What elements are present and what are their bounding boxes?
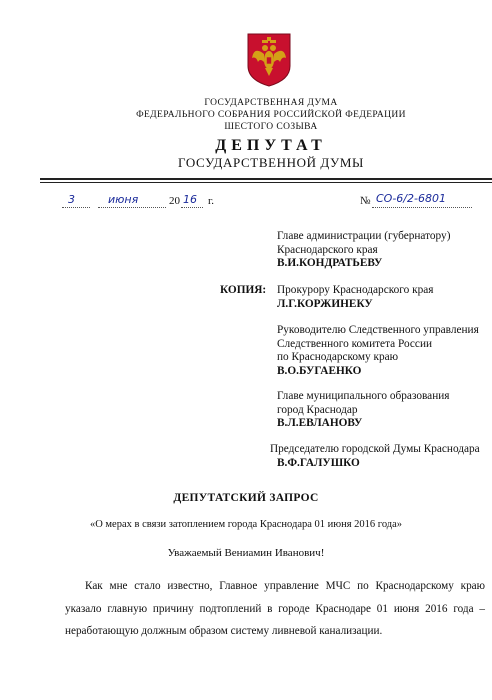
copy-recipient-3-line-2: город Краснодар — [277, 403, 358, 416]
copy-recipient-2-line-2: Следственного комитета России — [277, 337, 433, 350]
gosdum-subtitle: ГОСУДАРСТВЕННОЙ ДУМЫ — [178, 155, 364, 170]
header-rule-thick — [40, 178, 492, 180]
letter-title: ДЕПУТАТСКИЙ ЗАПРОС — [173, 492, 319, 504]
russian-coat-of-arms-icon — [246, 32, 292, 88]
date-year-prefix: 20 — [169, 195, 180, 207]
copy-recipient-2-line-3: по Краснодарскому краю — [277, 351, 399, 363]
date-month: июня — [108, 193, 139, 206]
copy-label: КОПИЯ: — [220, 284, 267, 296]
header-line-1: ГОСУДАРСТВЕННАЯ ДУМА — [204, 98, 338, 108]
letter-body-paragraph: Как мне стало известно, Главное управление МЧС по Краснодарскому краю указало главную причину подтоплений в городе Краснодаре 01 июня 2016 года – неработающую должным образом систему ливневой канализации. — [65, 580, 485, 637]
addressee-line-2: Краснодарского края — [277, 243, 378, 256]
letter-body — [65, 575, 485, 643]
copy-recipient-4 — [270, 443, 492, 470]
date-year-suffix: 16 — [183, 193, 197, 206]
copy-recipient-2-line-1: Руководителю Следственного управления — [277, 324, 479, 336]
copy-recipient-2-name: В.О.БУГАЕНКО — [277, 364, 362, 377]
date-year-postfix: г. — [208, 195, 215, 207]
copy-recipient-4-line-1: Председателю городской Думы Краснодара — [270, 443, 480, 455]
letter-subject: «О мерах в связи затоплением города Краснодара 01 июня 2016 года» — [89, 519, 403, 530]
copy-recipient-2 — [277, 324, 479, 378]
doc-number-value: СО-6/2-6801 — [376, 192, 446, 205]
copy-recipient-1-name: Л.Г.КОРЖИНЕКУ — [277, 297, 373, 310]
addressee-block — [277, 230, 450, 271]
copy-recipient-4-name: В.Ф.ГАЛУШКО — [277, 456, 360, 469]
date-day-line — [62, 195, 90, 208]
deputat-title: ДЕПУТАТ — [215, 137, 327, 154]
addressee-name: В.И.КОНДРАТЬЕВУ — [277, 257, 383, 269]
header-rule-thin — [40, 182, 492, 183]
copy-recipient-1-title: Прокурору Краснодарского края — [277, 284, 434, 296]
copy-recipient-3 — [277, 390, 449, 431]
header-line-3: ШЕСТОГО СОЗЫВА — [224, 122, 318, 132]
date-year-line — [181, 195, 203, 208]
copy-recipient-3-line-1: Главе муниципального образования — [277, 390, 450, 402]
copy-recipient-3-name: В.Л.ЕВЛАНОВУ — [277, 417, 363, 429]
addressee-line-1: Главе администрации (губернатору) — [277, 230, 451, 242]
date-day: 3 — [68, 193, 75, 206]
letter-greeting: Уважаемый Вениамин Иванович! — [167, 547, 325, 559]
doc-number-label: № — [360, 195, 371, 207]
header-line-2: ФЕДЕРАЛЬНОГО СОБРАНИЯ РОССИЙСКОЙ ФЕДЕРАЦИИ — [136, 110, 406, 120]
copy-recipient-1 — [277, 284, 433, 311]
